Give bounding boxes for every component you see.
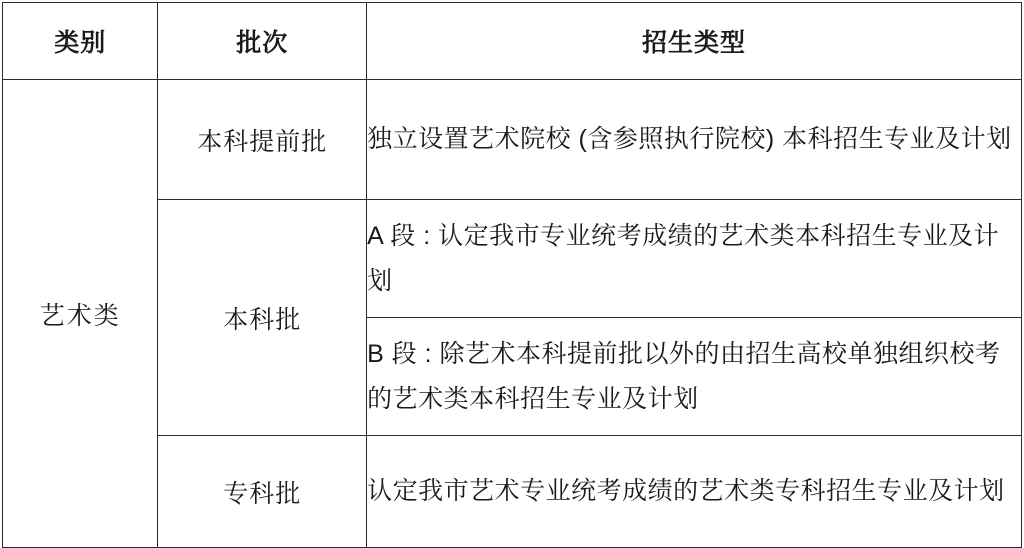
column-header-type: 招生类型 — [367, 3, 1022, 80]
cell-batch-junior-college: 专科批 — [158, 436, 367, 548]
cell-type-segment-a: A 段 : 认定我市专业统考成绩的艺术类本科招生专业及计划 — [367, 200, 1022, 318]
admission-table — [2, 2, 1022, 548]
cell-type-undergrad-early: 独立设置艺术院校 (含参照执行院校) 本科招生专业及计划 — [367, 80, 1022, 200]
table-header-row — [3, 3, 1022, 80]
cell-type-segment-b: B 段 : 除艺术本科提前批以外的由招生高校单独组织校考的艺术类本科招生专业及计划 — [367, 318, 1022, 436]
cell-batch-undergrad: 本科批 — [158, 200, 367, 436]
cell-batch-undergrad-early: 本科提前批 — [158, 80, 367, 200]
table-header — [3, 3, 1022, 80]
cell-category-art: 艺术类 — [3, 80, 158, 548]
cell-type-junior-college: 认定我市艺术专业统考成绩的艺术类专科招生专业及计划 — [367, 436, 1022, 548]
table-body — [3, 80, 1022, 548]
document-sheet — [0, 2, 1024, 529]
table-row — [3, 80, 1022, 200]
column-header-category: 类别 — [3, 3, 158, 80]
column-header-batch: 批次 — [158, 3, 367, 80]
